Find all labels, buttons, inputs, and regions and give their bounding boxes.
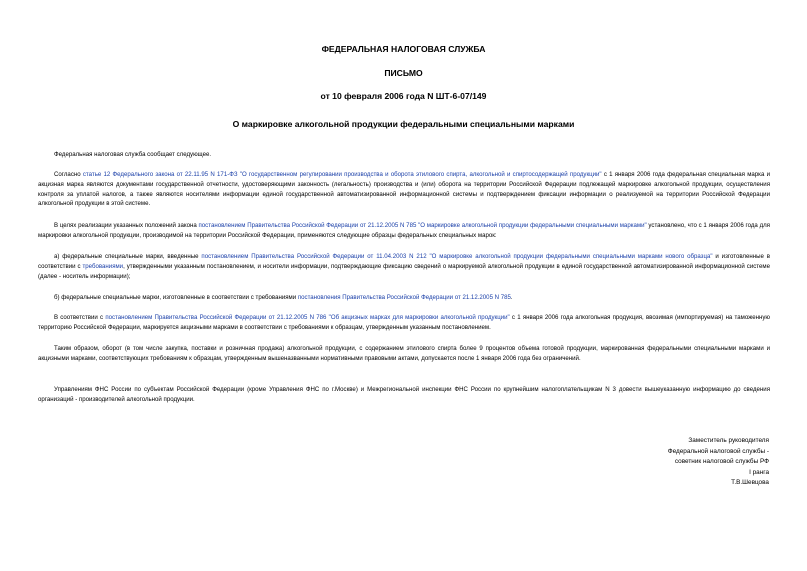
paragraph-instruction: Управлениям ФНС России по субъектам Российской Федерации (кроме Управления ФНС по г.Москве) и Межрегиональной инспекции ФНС России по крупнейшим налогоплательщикам N 3 довести вышеуказанную информацию до сведения организаций - производителей алкогольной продукции. <box>38 386 770 403</box>
resolution-785-requirements-link[interactable]: постановления Правительства Российской Федерации от 21.12.2005 N 785 <box>297 294 511 301</box>
paragraph-law-article <box>38 170 770 209</box>
text-segment: , утвержденными указанным постановлением, и носители информации, подтверждающие фиксацию сведений о маркируемой алкогольной продукции в единой государственной автоматизированной информационной системе (далее - носитель информации); <box>38 262 770 280</box>
document-type: ПИСЬМО <box>384 68 423 78</box>
resolution-212-link[interactable]: постановлением Правительства Российской Федерации от 11.04.2003 N 212 "О маркировке алкогольной продукции федеральными специальными марками нового образца" <box>201 253 713 260</box>
text-segment: . <box>510 294 513 301</box>
resolution-786-link[interactable]: постановлением Правительства Российской Федерации от 21.12.2005 N 786 "Об акцизных марках для маркировки алкогольной продукции" <box>105 314 510 321</box>
paragraph-item-b <box>38 293 770 303</box>
text-segment: В целях реализации указанных положений закона <box>54 222 199 229</box>
document-date-number: от 10 февраля 2006 года N ШТ-6-07/149 <box>320 91 487 101</box>
signature-name: Т.В.Шевцова <box>731 479 769 486</box>
text-segment: В соответствии с <box>54 314 106 321</box>
text-segment: б) федеральные специальные марки, изготовленные в соответствии с требованиями <box>54 294 298 301</box>
signature-organization: Федеральной налоговой службы - <box>667 447 769 455</box>
text-segment: а) федеральные специальные марки, введенные <box>54 253 202 260</box>
paragraph-conclusion: Таким образом, оборот (в том числе закупка, поставки и розничная продажа) алкогольной продукции, с содержанием этилового спирта более 9 процентов объема готовой продукции, маркированная федеральными специальными марками и акцизными марками, соответствующих требованиям к образцам, утвержденным вышеназванными нормативными правовыми актами, допускается после 1 января 2006 года без ограничений. <box>38 345 770 362</box>
requirements-link[interactable]: требованиями <box>82 262 124 270</box>
text-segment: Согласно <box>54 171 83 178</box>
paragraph-resolution-786 <box>38 313 770 333</box>
resolution-785-link[interactable]: постановлением Правительства Российской Федерации от 21.12.2005 N 785 "О маркировке алкогольной продукции федеральными специальными марками" <box>198 222 647 229</box>
signature-position: Заместитель руководителя <box>688 437 769 444</box>
text-segment: с 1 января 2006 года алкогольная продукция, ввозимая (импортируемая) на таможенную территорию Российской Федерации, маркируется акцизными марками в соответствии с требованиями к образцам, утвержденным указанным постановлением. <box>38 314 770 331</box>
signature-title: советник налоговой службы РФ <box>674 458 769 465</box>
signature-rank: I ранга <box>749 468 769 476</box>
agency-name: ФЕДЕРАЛЬНАЯ НАЛОГОВАЯ СЛУЖБА <box>321 44 486 54</box>
text-segment: с 1 января 2006 года федеральная специальная марка и акцизная марка являются документами государственной отчетности, удостоверяющими законность (легальность) производства и (или) оборота на территории Российской Федерации подлежащей маркировке алкогольной продукции, осуществления контроля за уплатой налогов, а также являются носителями информации единой государственной автоматизированной информационной системы и подтверждением фиксации информации о реализуемой на территории Российской Федерации алкогольной продукции в этой системе. <box>38 171 770 208</box>
law-171-fz-link[interactable]: статье 12 Федерального закона от 22.11.95 N 171-ФЗ "О государственном регулировании производства и оборота этилового спирта, алкогольной и спиртосодержащей продукции" <box>82 171 602 178</box>
text-segment: и изготовленные в соответствии с <box>38 253 770 270</box>
document-title: О маркировке алкогольной продукции федеральными специальными марками <box>232 119 575 129</box>
paragraph-intro: Федеральная налоговая служба сообщает следующее. <box>54 151 212 158</box>
paragraph-resolution-785 <box>38 221 770 241</box>
paragraph-item-a <box>38 252 770 281</box>
signature-block <box>569 436 769 489</box>
text-segment: установлено, что с 1 января 2006 года для маркировки алкогольной продукции, производимой на территории Российской Федерации, применяются следующие образцы федеральных специальных марок: <box>38 222 770 239</box>
